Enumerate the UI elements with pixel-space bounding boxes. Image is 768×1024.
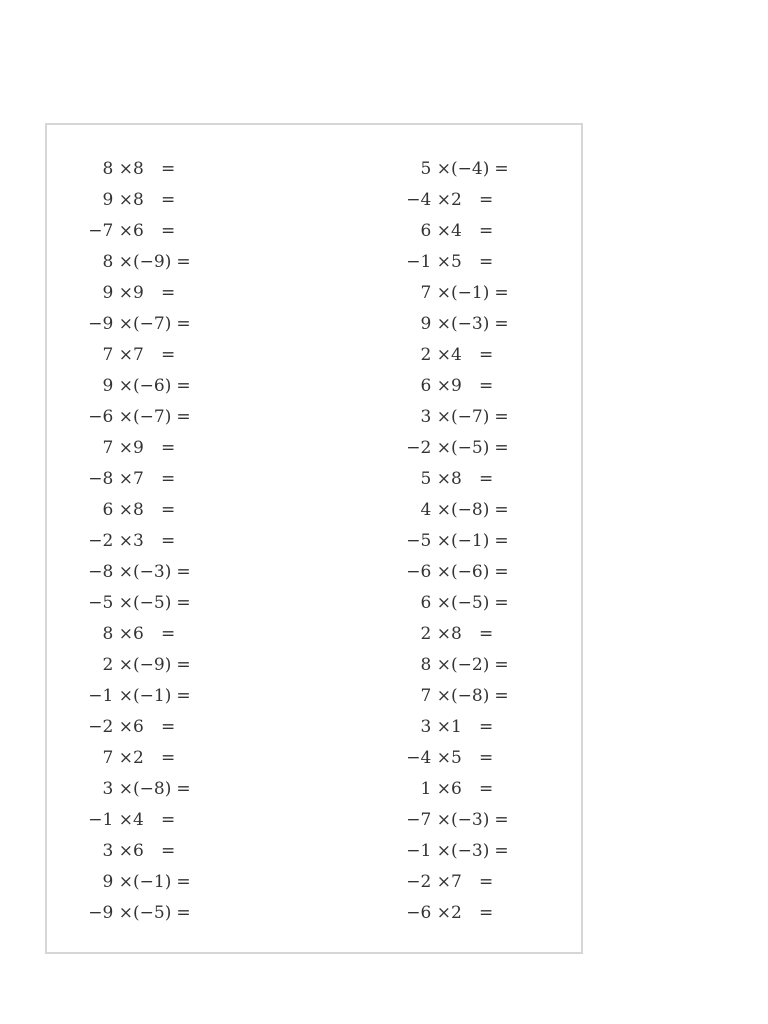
second-factor: (−7) — [133, 314, 172, 334]
left-operand: −7 × — [88, 221, 133, 241]
left-operand: 8 × — [102, 252, 133, 272]
equals-sign: = — [161, 469, 176, 489]
second-factor: 6 — [133, 221, 144, 241]
first-factor: −8 — [88, 469, 114, 489]
first-factor: −9 — [88, 903, 114, 923]
equals-sign: = — [161, 438, 176, 458]
left-operand: −6 × — [406, 562, 451, 582]
second-factor: 8 — [451, 469, 462, 489]
left-operand: 4 × — [420, 500, 451, 520]
second-factor: 7 — [133, 469, 144, 489]
equals-sign: = — [494, 407, 509, 427]
second-factor: (−4) — [451, 159, 490, 179]
left-operand: 3 × — [102, 779, 133, 799]
second-factor: 5 — [451, 252, 462, 272]
left-operand: 9 × — [420, 314, 451, 334]
problem-row — [385, 309, 585, 340]
left-operand: −2 × — [88, 531, 133, 551]
equals-sign: = — [479, 221, 494, 241]
left-operand: 9 × — [102, 190, 133, 210]
first-factor: 6 — [420, 376, 432, 396]
second-factor: (−2) — [451, 655, 490, 675]
problem-row — [385, 526, 585, 557]
equals-sign: = — [161, 159, 176, 179]
equals-sign: = — [479, 779, 494, 799]
problem-row — [67, 650, 267, 681]
second-factor: 2 — [451, 903, 462, 923]
equals-sign: = — [494, 593, 509, 613]
worksheet-frame — [45, 123, 583, 954]
second-factor: (−8) — [451, 500, 490, 520]
first-factor: −2 — [406, 438, 432, 458]
equals-sign: = — [479, 252, 494, 272]
left-operand: 9 × — [102, 872, 133, 892]
problem-row — [385, 433, 585, 464]
left-operand: −4 × — [406, 190, 451, 210]
problem-row — [385, 154, 585, 185]
problem-row — [67, 526, 267, 557]
second-factor: 3 — [133, 531, 144, 551]
equals-sign: = — [479, 872, 494, 892]
problem-row — [385, 743, 585, 774]
second-factor: (−9) — [133, 655, 172, 675]
equals-sign: = — [479, 624, 494, 644]
left-operand: 2 × — [102, 655, 133, 675]
equals-sign: = — [176, 903, 191, 923]
first-factor: −1 — [88, 686, 114, 706]
second-factor: (−1) — [451, 531, 490, 551]
problem-row — [385, 681, 585, 712]
problem-row — [67, 371, 267, 402]
problem-row — [385, 588, 585, 619]
equals-sign: = — [176, 655, 191, 675]
problem-row — [67, 495, 267, 526]
second-factor: (−3) — [451, 841, 490, 861]
equals-sign: = — [494, 283, 509, 303]
problem-row — [67, 464, 267, 495]
second-factor: (−6) — [451, 562, 490, 582]
left-problem-column — [67, 154, 267, 929]
first-factor: 5 — [420, 159, 432, 179]
left-operand: −2 × — [406, 438, 451, 458]
left-operand: 5 × — [420, 469, 451, 489]
left-operand: 6 × — [420, 376, 451, 396]
left-operand: −7 × — [406, 810, 451, 830]
left-operand: 5 × — [420, 159, 451, 179]
left-operand: 7 × — [420, 686, 451, 706]
first-factor: 8 — [102, 159, 114, 179]
second-factor: (−1) — [133, 872, 172, 892]
second-factor: (−7) — [133, 407, 172, 427]
problem-row — [385, 495, 585, 526]
first-factor: −5 — [88, 593, 114, 613]
first-factor: −4 — [406, 190, 432, 210]
second-factor: (−8) — [133, 779, 172, 799]
problem-row — [385, 340, 585, 371]
equals-sign: = — [161, 190, 176, 210]
second-factor: (−5) — [133, 593, 172, 613]
first-factor: 3 — [420, 407, 432, 427]
first-factor: −4 — [406, 748, 432, 768]
problem-row — [67, 340, 267, 371]
second-factor: 2 — [133, 748, 144, 768]
problem-row — [67, 712, 267, 743]
left-operand: 9 × — [102, 283, 133, 303]
second-factor: 4 — [451, 221, 462, 241]
second-factor: 7 — [451, 872, 462, 892]
first-factor: −6 — [88, 407, 114, 427]
second-factor: (−3) — [133, 562, 172, 582]
equals-sign: = — [494, 314, 509, 334]
problem-row — [385, 216, 585, 247]
problem-row — [67, 588, 267, 619]
problem-row — [67, 247, 267, 278]
left-operand: 3 × — [102, 841, 133, 861]
first-factor: 4 — [420, 500, 432, 520]
first-factor: 2 — [420, 345, 432, 365]
equals-sign: = — [479, 190, 494, 210]
second-factor: (−7) — [451, 407, 490, 427]
problem-row — [385, 898, 585, 929]
problem-row — [67, 216, 267, 247]
equals-sign: = — [494, 810, 509, 830]
first-factor: −2 — [406, 872, 432, 892]
equals-sign: = — [176, 407, 191, 427]
equals-sign: = — [161, 810, 176, 830]
problem-row — [67, 805, 267, 836]
equals-sign: = — [494, 655, 509, 675]
left-operand: −6 × — [406, 903, 451, 923]
first-factor: −8 — [88, 562, 114, 582]
right-problem-column — [385, 154, 585, 929]
second-factor: (−6) — [133, 376, 172, 396]
problem-row — [67, 185, 267, 216]
problem-row — [385, 557, 585, 588]
first-factor: 8 — [102, 252, 114, 272]
problem-row — [385, 774, 585, 805]
problem-row — [67, 309, 267, 340]
left-operand: 2 × — [420, 624, 451, 644]
second-factor: 9 — [451, 376, 462, 396]
first-factor: 9 — [102, 872, 114, 892]
first-factor: 8 — [420, 655, 432, 675]
first-factor: −7 — [406, 810, 432, 830]
left-operand: −8 × — [88, 469, 133, 489]
second-factor: 6 — [451, 779, 462, 799]
first-factor: 7 — [102, 748, 114, 768]
left-operand: 9 × — [102, 376, 133, 396]
equals-sign: = — [161, 345, 176, 365]
problem-row — [67, 278, 267, 309]
left-operand: 7 × — [420, 283, 451, 303]
first-factor: 2 — [102, 655, 114, 675]
left-operand: −1 × — [406, 252, 451, 272]
problem-row — [67, 836, 267, 867]
problem-row — [385, 619, 585, 650]
equals-sign: = — [479, 903, 494, 923]
left-operand: −1 × — [88, 686, 133, 706]
first-factor: 5 — [420, 469, 432, 489]
left-operand: 6 × — [420, 221, 451, 241]
first-factor: 2 — [420, 624, 432, 644]
equals-sign: = — [494, 531, 509, 551]
first-factor: −2 — [88, 717, 114, 737]
second-factor: (−3) — [451, 810, 490, 830]
equals-sign: = — [176, 686, 191, 706]
first-factor: 7 — [420, 283, 432, 303]
left-operand: 7 × — [102, 438, 133, 458]
second-factor: (−9) — [133, 252, 172, 272]
first-factor: 3 — [102, 779, 114, 799]
equals-sign: = — [161, 717, 176, 737]
left-operand: −5 × — [88, 593, 133, 613]
second-factor: 8 — [133, 159, 144, 179]
problem-row — [385, 836, 585, 867]
first-factor: −5 — [406, 531, 432, 551]
problem-row — [385, 464, 585, 495]
problem-row — [385, 650, 585, 681]
first-factor: 1 — [420, 779, 432, 799]
left-operand: −9 × — [88, 314, 133, 334]
equals-sign: = — [176, 252, 191, 272]
left-operand: −1 × — [406, 841, 451, 861]
left-operand: −8 × — [88, 562, 133, 582]
first-factor: −6 — [406, 562, 432, 582]
equals-sign: = — [176, 779, 191, 799]
equals-sign: = — [161, 500, 176, 520]
left-operand: 1 × — [420, 779, 451, 799]
equals-sign: = — [161, 221, 176, 241]
left-operand: −9 × — [88, 903, 133, 923]
equals-sign: = — [479, 376, 494, 396]
left-operand: 8 × — [420, 655, 451, 675]
left-operand: −6 × — [88, 407, 133, 427]
problem-row — [67, 154, 267, 185]
problem-row — [385, 278, 585, 309]
equals-sign: = — [161, 531, 176, 551]
left-operand: 7 × — [102, 748, 133, 768]
left-operand: −4 × — [406, 748, 451, 768]
second-factor: (−1) — [451, 283, 490, 303]
first-factor: 3 — [420, 717, 432, 737]
problem-row — [67, 619, 267, 650]
left-operand: 3 × — [420, 717, 451, 737]
second-factor: 6 — [133, 841, 144, 861]
left-operand: 6 × — [102, 500, 133, 520]
second-factor: 2 — [451, 190, 462, 210]
left-operand: −2 × — [88, 717, 133, 737]
equals-sign: = — [479, 469, 494, 489]
problem-row — [67, 898, 267, 929]
equals-sign: = — [176, 562, 191, 582]
problem-row — [67, 681, 267, 712]
second-factor: 5 — [451, 748, 462, 768]
problem-row — [385, 247, 585, 278]
first-factor: −9 — [88, 314, 114, 334]
equals-sign: = — [176, 593, 191, 613]
equals-sign: = — [494, 841, 509, 861]
equals-sign: = — [176, 376, 191, 396]
equals-sign: = — [494, 500, 509, 520]
equals-sign: = — [494, 686, 509, 706]
equals-sign: = — [176, 872, 191, 892]
second-factor: 9 — [133, 283, 144, 303]
left-operand: 8 × — [102, 624, 133, 644]
equals-sign: = — [161, 748, 176, 768]
problem-row — [385, 402, 585, 433]
equals-sign: = — [479, 748, 494, 768]
problem-row — [385, 805, 585, 836]
left-operand: 2 × — [420, 345, 451, 365]
problem-row — [385, 867, 585, 898]
problem-row — [385, 371, 585, 402]
second-factor: (−1) — [133, 686, 172, 706]
equals-sign: = — [494, 438, 509, 458]
left-operand: 3 × — [420, 407, 451, 427]
first-factor: 9 — [102, 376, 114, 396]
first-factor: −1 — [406, 252, 432, 272]
second-factor: (−5) — [133, 903, 172, 923]
left-operand: −1 × — [88, 810, 133, 830]
left-operand: 7 × — [102, 345, 133, 365]
second-factor: 1 — [451, 717, 462, 737]
problem-row — [67, 774, 267, 805]
equals-sign: = — [479, 717, 494, 737]
second-factor: 6 — [133, 717, 144, 737]
first-factor: −6 — [406, 903, 432, 923]
left-operand: 8 × — [102, 159, 133, 179]
first-factor: −1 — [406, 841, 432, 861]
second-factor: 4 — [451, 345, 462, 365]
second-factor: 4 — [133, 810, 144, 830]
second-factor: (−5) — [451, 593, 490, 613]
first-factor: 9 — [420, 314, 432, 334]
first-factor: 7 — [102, 345, 114, 365]
first-factor: 7 — [420, 686, 432, 706]
second-factor: 8 — [451, 624, 462, 644]
first-factor: 9 — [102, 283, 114, 303]
second-factor: (−5) — [451, 438, 490, 458]
first-factor: 6 — [420, 593, 432, 613]
problem-row — [67, 867, 267, 898]
second-factor: (−3) — [451, 314, 490, 334]
first-factor: 9 — [102, 190, 114, 210]
equals-sign: = — [161, 624, 176, 644]
equals-sign: = — [161, 841, 176, 861]
equals-sign: = — [161, 283, 176, 303]
problem-row — [67, 557, 267, 588]
second-factor: 8 — [133, 500, 144, 520]
second-factor: 9 — [133, 438, 144, 458]
left-operand: −5 × — [406, 531, 451, 551]
equals-sign: = — [494, 159, 509, 179]
problem-row — [385, 712, 585, 743]
left-operand: 6 × — [420, 593, 451, 613]
problem-row — [385, 185, 585, 216]
problem-row — [67, 743, 267, 774]
problem-row — [67, 433, 267, 464]
first-factor: 8 — [102, 624, 114, 644]
first-factor: 6 — [102, 500, 114, 520]
first-factor: 6 — [420, 221, 432, 241]
problem-row — [67, 402, 267, 433]
first-factor: −7 — [88, 221, 114, 241]
second-factor: 6 — [133, 624, 144, 644]
equals-sign: = — [494, 562, 509, 582]
equals-sign: = — [479, 345, 494, 365]
second-factor: 7 — [133, 345, 144, 365]
second-factor: 8 — [133, 190, 144, 210]
first-factor: −1 — [88, 810, 114, 830]
first-factor: 3 — [102, 841, 114, 861]
second-factor: (−8) — [451, 686, 490, 706]
equals-sign: = — [176, 314, 191, 334]
left-operand: −2 × — [406, 872, 451, 892]
first-factor: 7 — [102, 438, 114, 458]
first-factor: −2 — [88, 531, 114, 551]
